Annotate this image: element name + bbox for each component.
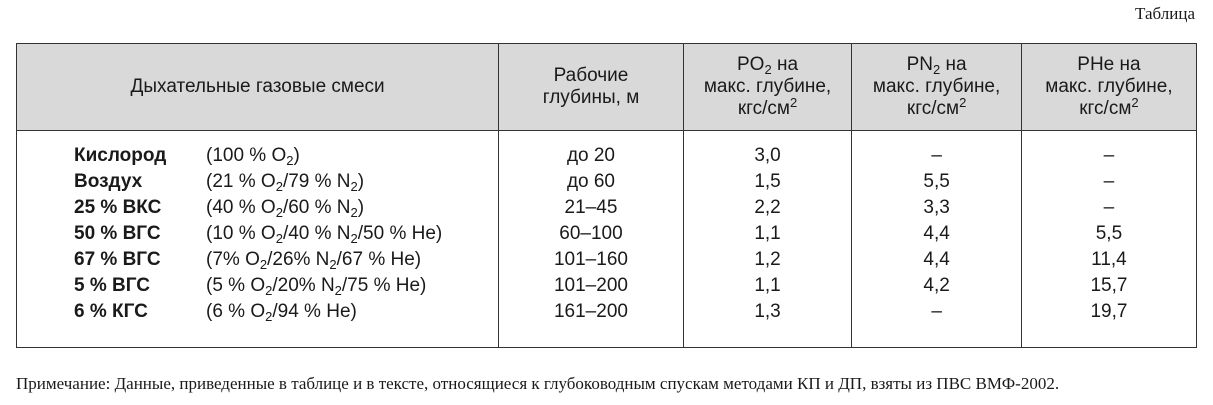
mix-name: 6 % КГС xyxy=(74,301,148,322)
header-mix-label: Дыхательные газовые смеси xyxy=(130,76,385,97)
depth-column xyxy=(499,131,684,348)
pn2-cell: 4,2 xyxy=(923,275,950,296)
phe-cell: – xyxy=(1103,171,1115,192)
mix-composition xyxy=(206,247,421,273)
mix-row xyxy=(74,169,498,195)
header-mix xyxy=(17,44,499,131)
phe-column xyxy=(1021,131,1196,348)
composition-text: ) xyxy=(357,171,365,192)
po2-cell: 1,1 xyxy=(754,223,781,244)
depth-cell: до 20 xyxy=(566,145,616,166)
mix-composition xyxy=(206,221,442,247)
po2-column xyxy=(683,131,852,348)
header-po2-p: PO xyxy=(737,54,765,75)
composition-text: /79 % N xyxy=(282,171,351,192)
mix-row xyxy=(74,299,498,325)
header-phe-sup: 2 xyxy=(1131,95,1139,110)
composition-text: (6 % O xyxy=(206,301,266,322)
mix-row xyxy=(74,143,498,169)
composition-text: /50 % He) xyxy=(357,223,443,244)
po2-cell: 3,0 xyxy=(754,145,781,166)
header-phe-line1: PHe на xyxy=(1077,54,1141,75)
po2-cell: 1,2 xyxy=(754,249,781,270)
composition-text: /20% N xyxy=(272,275,335,296)
table-note: Примечание: Данные, приведенные в таблице и в тексте, относящиеся к глубоководным спускам методами КП и ДП, взяты из ПВС ВМФ-2002. xyxy=(16,374,1060,393)
header-po2-sup: 2 xyxy=(789,95,798,110)
header-po2-tail: на xyxy=(771,54,799,75)
mix-name: 25 % ВКС xyxy=(74,197,162,218)
mix-name: Воздух xyxy=(74,171,143,192)
composition-text: (5 % O xyxy=(206,275,266,296)
pn2-cell: – xyxy=(931,145,942,166)
depth-cell: 101–160 xyxy=(553,249,628,270)
phe-cell: 15,7 xyxy=(1090,275,1128,296)
table-caption: Таблица xyxy=(1135,4,1195,23)
header-depth-line1: Рабочие xyxy=(553,65,629,86)
composition-subscript: 2 xyxy=(334,283,342,298)
composition-text: /26% N xyxy=(267,249,330,270)
composition-text: (21 % O xyxy=(206,171,276,192)
header-po2-sub: 2 xyxy=(764,62,772,77)
phe-cell: 11,4 xyxy=(1091,249,1127,270)
composition-subscript: 2 xyxy=(265,283,273,298)
po2-cell: 1,5 xyxy=(754,171,781,192)
mix-name: Кислород xyxy=(74,145,167,166)
phe-cell: 5,5 xyxy=(1095,223,1123,244)
mix-composition xyxy=(206,169,364,195)
pn2-cell: 3,3 xyxy=(923,197,950,218)
header-depth-line2: глубины, м xyxy=(542,87,640,108)
header-phe xyxy=(1021,44,1196,131)
depth-cell: 60–100 xyxy=(559,223,623,244)
mix-name: 50 % ВГС xyxy=(74,223,161,244)
table-body xyxy=(17,131,1196,348)
po2-cell: 1,1 xyxy=(754,275,781,296)
header-pn2-p: PN xyxy=(906,54,934,75)
mix-row xyxy=(74,273,498,299)
depth-cell: до 60 xyxy=(566,171,616,192)
pn2-cell: – xyxy=(931,301,942,322)
header-pn2-line2: макс. глубине, xyxy=(872,76,1001,97)
mix-column xyxy=(17,131,499,348)
composition-text: (100 % O xyxy=(206,145,287,166)
pn2-cell: 4,4 xyxy=(923,249,950,270)
mix-row xyxy=(74,247,498,273)
composition-text: (7% O xyxy=(206,249,260,270)
header-pn2-sub: 2 xyxy=(933,62,941,77)
mix-row xyxy=(74,195,498,221)
gas-mixtures-table xyxy=(16,43,1197,348)
phe-cell: – xyxy=(1103,145,1115,166)
mix-composition xyxy=(206,299,357,325)
mix-name: 5 % ВГС xyxy=(74,275,150,296)
composition-text: /94 % He) xyxy=(272,301,357,322)
composition-text: /75 % He) xyxy=(341,275,427,296)
composition-subscript: 2 xyxy=(350,205,358,220)
pn2-cell: 4,4 xyxy=(923,223,950,244)
header-pn2 xyxy=(852,44,1022,131)
composition-subscript: 2 xyxy=(350,179,358,194)
header-po2 xyxy=(683,44,852,131)
po2-cell: 1,3 xyxy=(754,301,781,322)
composition-subscript: 2 xyxy=(265,309,273,324)
po2-cell: 2,2 xyxy=(754,197,781,218)
composition-subscript: 2 xyxy=(350,231,358,246)
composition-subscript: 2 xyxy=(286,153,294,168)
phe-cell: – xyxy=(1103,197,1115,218)
depth-cell: 101–200 xyxy=(553,275,628,296)
composition-text: /67 % He) xyxy=(336,249,422,270)
mix-composition xyxy=(206,143,300,169)
pn2-column xyxy=(852,131,1022,348)
depth-cell: 161–200 xyxy=(553,301,628,322)
mix-row xyxy=(74,221,498,247)
pn2-cell: 5,5 xyxy=(923,171,950,192)
composition-subscript: 2 xyxy=(275,179,283,194)
composition-text: ) xyxy=(293,145,300,166)
phe-cell: 19,7 xyxy=(1090,301,1128,322)
composition-text: (40 % O xyxy=(206,197,276,218)
header-phe-unit: кгс/см xyxy=(1079,98,1132,119)
composition-text: /60 % N xyxy=(282,197,351,218)
depth-cell: 21–45 xyxy=(564,197,618,218)
header-pn2-sup: 2 xyxy=(959,95,967,110)
table-header-row xyxy=(17,44,1196,131)
header-depth xyxy=(499,44,684,131)
composition-text: (10 % O xyxy=(206,223,276,244)
mix-name: 67 % ВГС xyxy=(74,249,161,270)
composition-subscript: 2 xyxy=(275,231,283,246)
header-pn2-tail: на xyxy=(940,54,967,75)
composition-subscript: 2 xyxy=(275,205,283,220)
header-phe-line2: макс. глубине, xyxy=(1045,76,1173,97)
composition-subscript: 2 xyxy=(259,257,268,272)
mix-composition xyxy=(206,273,426,299)
header-po2-line2: макс. глубине, xyxy=(703,76,832,97)
header-po2-unit: кгс/см xyxy=(737,98,790,119)
composition-text: /40 % N xyxy=(282,223,351,244)
composition-subscript: 2 xyxy=(329,257,337,272)
header-pn2-unit: кгс/см xyxy=(906,98,960,119)
composition-text: ) xyxy=(357,197,365,218)
mix-composition xyxy=(206,195,364,221)
